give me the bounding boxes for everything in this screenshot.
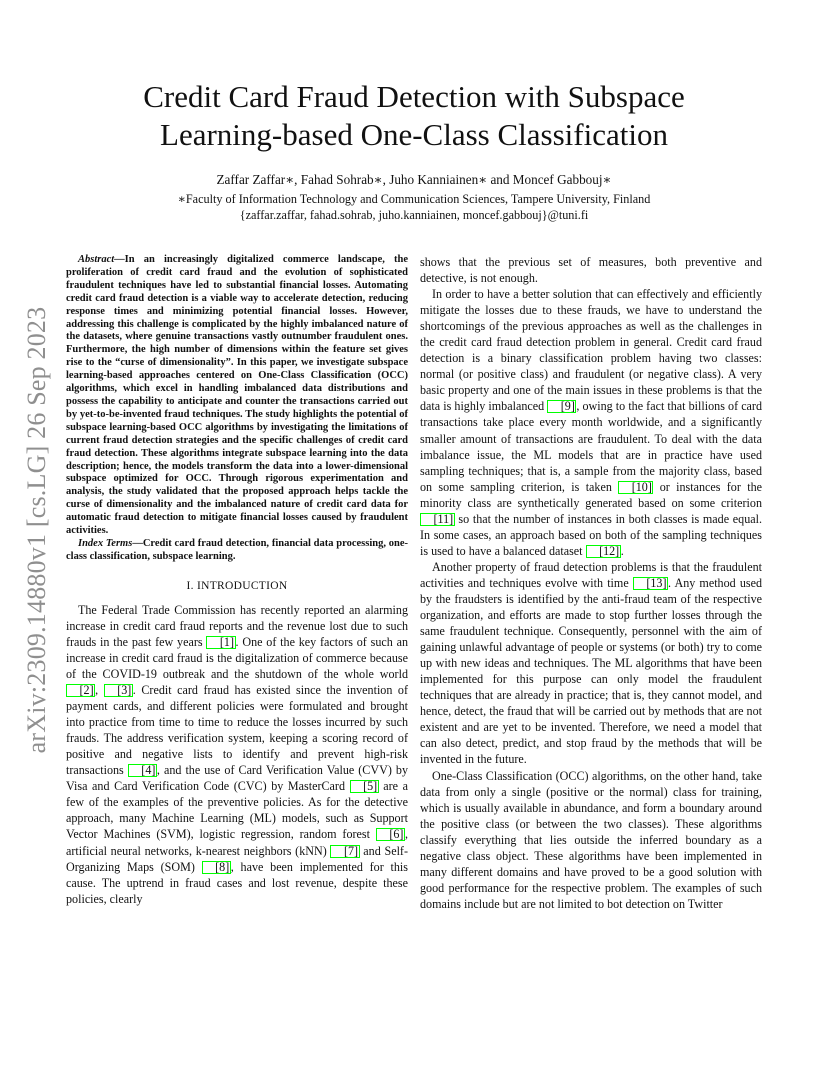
- index-terms-label: Index Terms: [78, 537, 133, 549]
- paper-title: [70, 78, 758, 154]
- paragraph-text: so that the number of instances in both classes is made equal. In some cases, an approach based on both of the sampling techniques is used to have a balanced dataset: [420, 511, 762, 558]
- title-line-2: Learning-based One-Class Classification: [160, 117, 668, 152]
- intro-paragraph-4: One-Class Classification (OCC) algorithms, on the other hand, take data from only a single (positive or the normal) class for training, which is usually available in abundance, and form a boundary around the positive class (or between the two classes). These algorithms classify everything that lies outside the inferred boundary as a negative class object. These algorithms have been implemented in many different domains and have proved to be a good solution with good performance for the respective problem. The examples of such domains include but are not limited to bot detection on Twitter: [420, 768, 762, 911]
- index-terms-text: —Credit card fraud detection, financial data processing, one-class classification, subspace learning.: [66, 537, 408, 562]
- paragraph-text: , have been implemented for this cause. The uptrend in fraud cases and lost revenue, despite these policies, clearly: [66, 859, 408, 906]
- paragraph-text: ,: [95, 683, 104, 698]
- citation-link[interactable]: [4]: [128, 764, 157, 777]
- citation-link[interactable]: [10]: [618, 481, 653, 494]
- title-line-1: Credit Card Fraud Detection with Subspace: [143, 79, 685, 114]
- abstract-text: —In an increasingly digitalized commerce landscape, the proliferation of credit card fraud and the evolution of sophisticated fraudulent techniques have led to substantial financial losses. Automating credit card fraud detection is a viable way to accelerate detection, reducing response times and minimizing potential financial losses. However, addressing this challenge is complicated by the highly imbalanced nature of the datasets, where genuine transactions vastly outnumber fraudulent ones. Furthermore, the high number of dimensions within the feature set gives rise to the “curse of dimensionality”. In this paper, we investigate subspace learning-based approaches centered on One-Class Classification (OCC) algorithms, which excel in handling imbalanced data distributions and possess the capability to anticipate and counter the transactions carried out by yet-to-be-invented fraud techniques. The study highlights the potential of subspace learning-based OCC algorithms by investigating the limitations of current fraud detection strategies and the specific challenges of credit card fraud detection. These algorithms integrate subspace learning into the data description; hence, the models transform the data into a lower-dimensional subspace optimized for OCC. Through rigorous experimentation and analysis, the study validated that the proposed approach helps tackle the curse of dimensionality and the imbalanced nature of credit card data for automatic fraud detection to mitigate financial losses caused by fraudulent activities.: [66, 254, 408, 537]
- paragraph-text: . One of the key factors of such an increase in credit card fraud is the digitalization of commerce because of the COVID-19 outbreak and the shutdown of the whole world: [66, 634, 409, 681]
- citation-link[interactable]: [5]: [350, 780, 379, 793]
- paragraph-text: , and the use of Card Verification Value (CVV) by Visa and Card Verification Code (CVC) by MasterCard: [66, 763, 408, 794]
- index-terms: [66, 538, 408, 564]
- citation-link[interactable]: [3]: [104, 684, 133, 697]
- author-affiliation: ∗Faculty of Information Technology and Communication Sciences, Tampere University, Finland: [177, 192, 651, 206]
- paragraph-text: are a few of the examples of the preventive policies. As for the detective approach, many Machine Learning (ML) models, such as Support Vector Machines (SVM), logistic regression, random forest: [66, 779, 408, 842]
- right-column: [420, 254, 762, 912]
- citation-link[interactable]: [7]: [330, 845, 359, 858]
- paragraph-text: . Credit card fraud has existed since the invention of payment cards, and different policies were formulated and brought into practice from time to time to reduce the losses incurred by such frauds. The address verification system, keeping a scoring record of positive and negative lists to identify and prevent high-risk transactions: [66, 683, 409, 778]
- intro-paragraph-2: [420, 286, 762, 559]
- paragraph-text: .: [620, 543, 624, 558]
- citation-link[interactable]: [9]: [547, 400, 576, 413]
- citation-link[interactable]: [1]: [206, 636, 235, 649]
- paragraph-text: , artificial neural networks, k-nearest neighbors (kNN): [66, 827, 408, 858]
- abstract: [66, 254, 408, 538]
- intro-paragraph-continued: shows that the previous set of measures, both preventive and detective, is not enough.: [420, 255, 762, 286]
- citation-link[interactable]: [6]: [376, 828, 405, 841]
- paragraph-text: , owing to the fact that billions of card transactions take place every month worldwide, and a significantly smaller amount of transactions are fraudulent. To deal with the data imbalance issue, the ML models that are in practice have used sampling techniques; that is, a sample from the majority class, based on some sampling criterion, is taken: [420, 399, 762, 494]
- intro-paragraph-1: [66, 602, 408, 907]
- paragraph-text: . Any method used by the fraudsters is identified by the anti-fraud team of the respective organization, and efforts are made to stop further losses through the same fraudulent technique. Consequently, personnel with the aim of gaining unlawful advantage of people or systems (or both) try to come up with new ideas and techniques. The ML algorithms that have been implemented for this purpose can only model the fraudulent techniques that are already in practice; that is, they cannot model, and hence, detect, the fraud that will be carried out by methods that are not existent and are yet to be invented. Therefore, we need a model that can also detect, predict, and stop fraud by the methods that will be invented in the future.: [420, 575, 762, 767]
- paragraph-text: Another property of fraud detection problems is that the fraudulent activities and techniques evolve with time: [420, 559, 762, 590]
- intro-paragraph-3: [420, 559, 762, 768]
- citation-link[interactable]: [13]: [633, 577, 668, 590]
- citation-link[interactable]: [2]: [66, 684, 95, 697]
- paragraph-text: or instances for the minority class are synthetically generated based on some criterion: [420, 479, 762, 510]
- section-heading-introduction: I. INTRODUCTION: [186, 579, 288, 592]
- arxiv-identifier-stamp: [22, 290, 52, 770]
- paragraph-text: In order to have a better solution that can effectively and efficiently mitigate the losses due to these frauds, we have to understand the shortcomings of the previous approaches as well as the challenges in the credit card fraud detection problem in general. Credit card fraud detection is a binary classification problem having two classes: normal (or positive class) and fraudulent (or negative class). A very basic property and one of the main issues in these problems is that the data is highly imbalanced: [420, 287, 762, 414]
- abstract-label: Abstract: [78, 254, 115, 265]
- citation-link[interactable]: [12]: [586, 545, 621, 558]
- left-column: [66, 254, 408, 907]
- citation-link[interactable]: [8]: [202, 861, 231, 874]
- citation-link[interactable]: [11]: [420, 513, 455, 526]
- paragraph-text: and Self-Organizing Maps (SOM): [66, 843, 408, 874]
- author-list: Zaffar Zaffar∗, Fahad Sohrab∗, Juho Kanniainen∗ and Moncef Gabbouj∗: [216, 172, 612, 187]
- paragraph-text: The Federal Trade Commission has recently reported an alarming increase in credit card fraud reports and the revenue lost due to such frauds in the past few years: [66, 602, 408, 649]
- arxiv-id-text: arXiv:2309.14880v1 [cs.LG] 26 Sep 2023: [22, 306, 51, 754]
- author-emails: {zaffar.zaffar, fahad.sohrab, juho.kanniainen, moncef.gabbouj}@tuni.fi: [239, 208, 589, 222]
